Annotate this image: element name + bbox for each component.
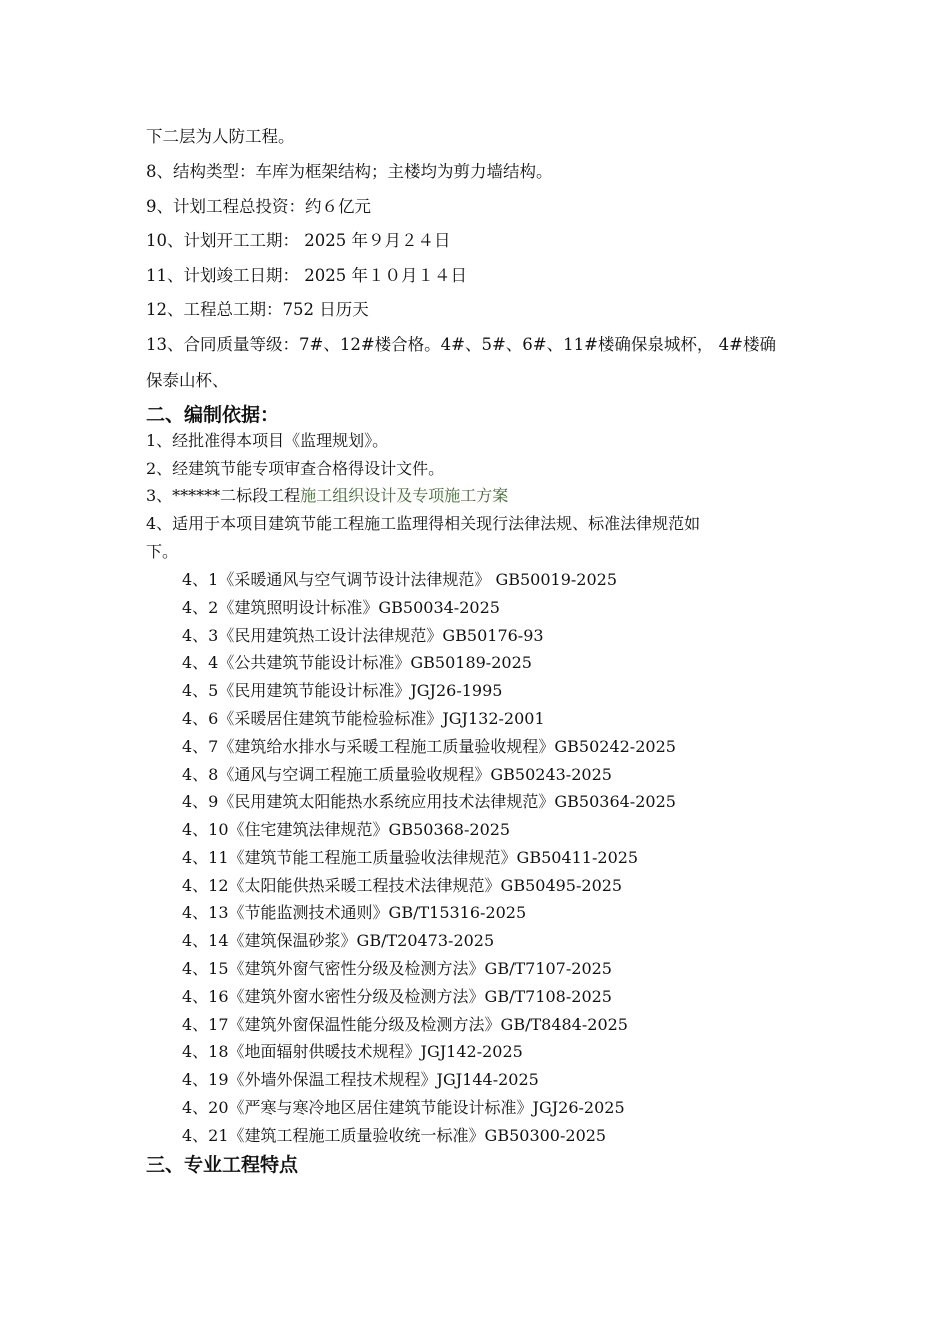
standard-item: 4、5《民用建筑节能设计标准》JGJ26-1995 [182, 681, 503, 700]
overview-line-structure: 8、结构类型：车库为框架结构；主楼均为剪力墙结构。 [146, 162, 553, 181]
overview-line-investment: 9、计划工程总投资：约６亿元 [146, 197, 371, 216]
standard-item: 4、13《节能监测技术通则》GB/T15316-2025 [182, 903, 527, 922]
section-heading-basis: 二、编制依据： [146, 404, 280, 426]
basis-item-3 [146, 485, 508, 507]
overview-line-end-date: 11、计划竣工日期： 2025 年１０月１４日 [146, 266, 467, 285]
standard-item: 4、9《民用建筑太阳能热水系统应用技术法律规范》GB50364-2025 [182, 792, 676, 811]
standard-item: 4、17《建筑外窗保温性能分级及检测方法》GB/T8484-2025 [182, 1015, 628, 1034]
standard-item: 4、19《外墙外保温工程技术规程》JGJ144-2025 [182, 1070, 539, 1089]
standard-item: 4、1《采暖通风与空气调节设计法律规范》 GB50019-2025 [182, 570, 618, 589]
overview-line-quality-b: 保泰山杯、 [146, 371, 229, 390]
standard-item: 4、3《民用建筑热工设计法律规范》GB50176-93 [182, 626, 544, 645]
standard-item: 4、12《太阳能供热采暖工程技术法律规范》GB50495-2025 [182, 876, 623, 895]
basis-item-3-text: 3、******二标段工程 [146, 486, 301, 505]
standard-item: 4、6《采暖居住建筑节能检验标准》JGJ132-2001 [182, 709, 545, 728]
standard-item: 4、15《建筑外窗气密性分级及检测方法》GB/T7107-2025 [182, 959, 612, 978]
basis-item-1: 1、经批准得本项目《监理规划》。 [146, 431, 389, 450]
standard-item: 4、4《公共建筑节能设计标准》GB50189-2025 [182, 653, 532, 672]
standard-item: 4、10《住宅建筑法律规范》GB50368-2025 [182, 820, 511, 839]
standard-item: 4、8《通风与空调工程施工质量验收规程》GB50243-2025 [182, 765, 612, 784]
overview-line-1: 下二层为人防工程。 [146, 127, 295, 146]
standard-item: 4、7《建筑给水排水与采暖工程施工质量验收规程》GB50242-2025 [182, 737, 676, 756]
standard-item: 4、21《建筑工程施工质量验收统一标准》GB50300-2025 [182, 1126, 607, 1145]
standard-item: 4、16《建筑外窗水密性分级及检测方法》GB/T7108-2025 [182, 987, 612, 1006]
overview-line-quality-a: 13、合同质量等级：7#、12#楼合格。4#、5#、6#、11#楼确保泉城杯， 4#楼确 [146, 335, 776, 354]
basis-item-4b: 下。 [146, 542, 179, 561]
standard-item: 4、14《建筑保温砂浆》GB/T20473-2025 [182, 931, 495, 950]
basis-item-4a: 4、适用于本项目建筑节能工程施工监理得相关现行法律法规、标准法律规范如 [146, 514, 701, 533]
standard-item: 4、2《建筑照明设计标准》GB50034-2025 [182, 598, 500, 617]
overview-line-duration: 12、工程总工期：752 日历天 [146, 300, 369, 319]
section-heading-features: 三、专业工程特点 [146, 1154, 299, 1176]
basis-item-3-link[interactable]: 施工组织设计及专项施工方案 [300, 486, 509, 505]
standard-item: 4、11《建筑节能工程施工质量验收法律规范》GB50411-2025 [182, 848, 639, 867]
overview-line-start-date: 10、计划开工工期： 2025 年９月２４日 [146, 231, 451, 250]
standard-item: 4、20《严寒与寒冷地区居住建筑节能设计标准》JGJ26-2025 [182, 1098, 625, 1117]
basis-item-2: 2、经建筑节能专项审查合格得设计文件。 [146, 459, 445, 478]
standard-item: 4、18《地面辐射供暖技术规程》JGJ142-2025 [182, 1042, 523, 1061]
